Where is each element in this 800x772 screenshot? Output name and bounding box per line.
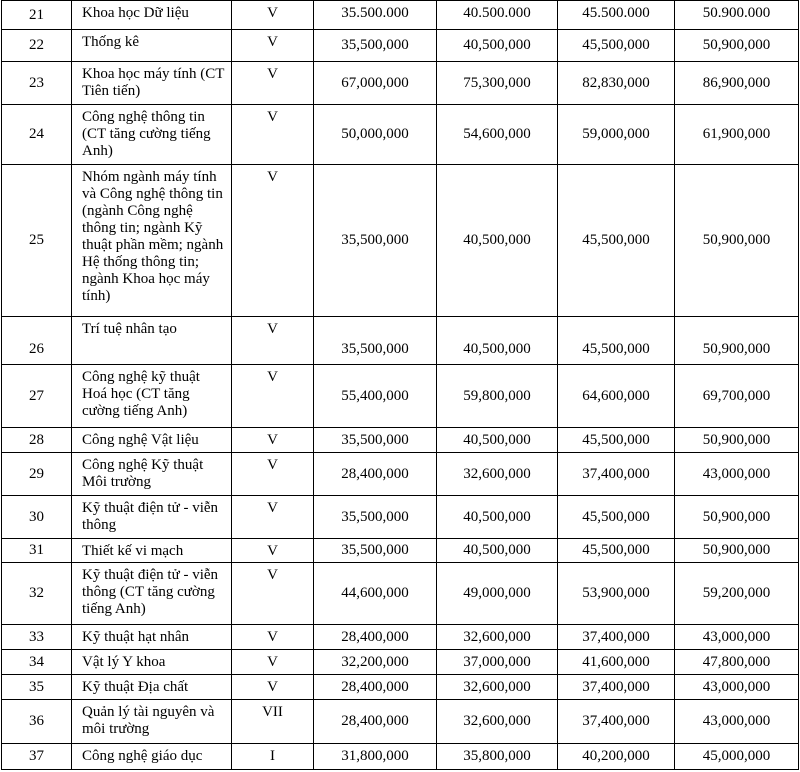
table-row (2, 625, 799, 650)
program-group: V (232, 105, 314, 165)
fee-year-3: 53,900,000 (558, 563, 675, 625)
fee-year-3: 45,500,000 (558, 496, 675, 539)
table-row (2, 165, 799, 317)
fee-year-1: 35,500,000 (314, 30, 437, 62)
program-group: V (232, 30, 314, 62)
fee-year-2: 40,500,000 (437, 30, 558, 62)
fee-year-1: 32,200,000 (314, 650, 437, 675)
program-name: Kỹ thuật hạt nhân (72, 625, 232, 650)
fee-year-3: 41,600,000 (558, 650, 675, 675)
fee-year-4: 45,000,000 (675, 744, 799, 770)
table-row (2, 62, 799, 105)
fee-year-2: 54,600,000 (437, 105, 558, 165)
fee-year-2: 40,500,000 (437, 539, 558, 563)
fee-year-1: 55,400,000 (314, 365, 437, 428)
fee-year-1: 28,400,000 (314, 675, 437, 700)
table-row (2, 365, 799, 428)
table-row (2, 675, 799, 700)
fee-year-4: 43,000,000 (675, 700, 799, 744)
fee-year-1: 35.500.000 (314, 1, 437, 30)
fee-year-3: 40,200,000 (558, 744, 675, 770)
fee-year-2: 32,600,000 (437, 453, 558, 496)
program-name: Kỹ thuật Địa chất (72, 675, 232, 700)
program-group: V (232, 1, 314, 30)
fee-year-1: 50,000,000 (314, 105, 437, 165)
fee-year-2: 37,000,000 (437, 650, 558, 675)
table-row (2, 453, 799, 496)
program-group: V (232, 675, 314, 700)
fee-year-2: 32,600,000 (437, 700, 558, 744)
table-row (2, 496, 799, 539)
row-number: 30 (2, 496, 72, 539)
program-name: Công nghệ thông tin (CT tăng cường tiếng Anh) (72, 105, 232, 165)
fee-year-1: 35,500,000 (314, 539, 437, 563)
row-number: 35 (2, 675, 72, 700)
row-number: 27 (2, 365, 72, 428)
row-number: 29 (2, 453, 72, 496)
table-row (2, 650, 799, 675)
table-row (2, 744, 799, 770)
fee-year-1: 35,500,000 (314, 317, 437, 365)
row-number: 24 (2, 105, 72, 165)
table-row (2, 105, 799, 165)
fee-year-3: 37,400,000 (558, 453, 675, 496)
program-name: Nhóm ngành máy tính và Công nghệ thông tin (ngành Công nghệ thông tin; ngành Kỹ thuật phần mềm; ngành Hệ thống thông tin; ngành Khoa học máy tính) (72, 165, 232, 317)
program-name: Kỹ thuật điện tử - viễn thông (72, 496, 232, 539)
program-name: Thống kê (72, 30, 232, 62)
fee-year-4: 43,000,000 (675, 453, 799, 496)
fee-year-4: 50,900,000 (675, 496, 799, 539)
fee-year-4: 50,900,000 (675, 539, 799, 563)
fee-year-3: 37,400,000 (558, 625, 675, 650)
fee-year-4: 50,900,000 (675, 317, 799, 365)
program-group: VII (232, 700, 314, 744)
fee-year-4: 50.900.000 (675, 1, 799, 30)
row-number: 26 (2, 317, 72, 365)
program-group: I (232, 744, 314, 770)
row-number: 33 (2, 625, 72, 650)
fee-year-1: 28,400,000 (314, 625, 437, 650)
table-row (2, 317, 799, 365)
fee-year-3: 45,500,000 (558, 165, 675, 317)
program-name: Công nghệ Kỹ thuật Môi trường (72, 453, 232, 496)
fee-year-1: 35,500,000 (314, 165, 437, 317)
row-number: 34 (2, 650, 72, 675)
program-name: Công nghệ kỹ thuật Hoá học (CT tăng cường tiếng Anh) (72, 365, 232, 428)
row-number: 28 (2, 428, 72, 453)
fee-year-3: 45,500,000 (558, 30, 675, 62)
row-number: 23 (2, 62, 72, 105)
fee-year-2: 49,000,000 (437, 563, 558, 625)
fee-year-4: 43,000,000 (675, 625, 799, 650)
table-row (2, 700, 799, 744)
program-name: Thiết kế vi mạch (72, 539, 232, 563)
program-group: V (232, 650, 314, 675)
table-row (2, 428, 799, 453)
fee-year-2: 40,500,000 (437, 428, 558, 453)
fee-year-2: 40,500,000 (437, 165, 558, 317)
fee-year-2: 40,500,000 (437, 317, 558, 365)
program-group: V (232, 428, 314, 453)
fee-year-1: 35,500,000 (314, 428, 437, 453)
fee-year-1: 44,600,000 (314, 563, 437, 625)
fee-year-1: 28,400,000 (314, 700, 437, 744)
row-number: 31 (2, 539, 72, 563)
row-number: 36 (2, 700, 72, 744)
fee-year-2: 40.500.000 (437, 1, 558, 30)
fee-year-1: 31,800,000 (314, 744, 437, 770)
fee-year-2: 32,600,000 (437, 675, 558, 700)
table-row (2, 1, 799, 30)
fee-year-3: 45,500,000 (558, 539, 675, 563)
fee-year-4: 47,800,000 (675, 650, 799, 675)
fee-year-1: 35,500,000 (314, 496, 437, 539)
program-name: Vật lý Y khoa (72, 650, 232, 675)
fee-year-4: 50,900,000 (675, 428, 799, 453)
fee-year-4: 50,900,000 (675, 30, 799, 62)
fee-year-3: 45.500.000 (558, 1, 675, 30)
fee-year-3: 82,830,000 (558, 62, 675, 105)
fee-year-3: 37,400,000 (558, 675, 675, 700)
program-name: Khoa học Dữ liệu (72, 1, 232, 30)
row-number: 22 (2, 30, 72, 62)
fee-year-3: 64,600,000 (558, 365, 675, 428)
program-name: Quản lý tài nguyên và môi trường (72, 700, 232, 744)
program-group: V (232, 625, 314, 650)
fee-year-3: 45,500,000 (558, 317, 675, 365)
program-group: V (232, 539, 314, 563)
program-group: V (232, 165, 314, 317)
fee-year-1: 28,400,000 (314, 453, 437, 496)
fee-year-4: 86,900,000 (675, 62, 799, 105)
program-group: V (232, 563, 314, 625)
program-group: V (232, 317, 314, 365)
fee-year-2: 59,800,000 (437, 365, 558, 428)
row-number: 37 (2, 744, 72, 770)
fee-year-3: 45,500,000 (558, 428, 675, 453)
program-group: V (232, 453, 314, 496)
program-name: Công nghệ giáo dục (72, 744, 232, 770)
program-name: Khoa học máy tính (CT Tiên tiến) (72, 62, 232, 105)
fee-year-3: 59,000,000 (558, 105, 675, 165)
program-name: Công nghệ Vật liệu (72, 428, 232, 453)
row-number: 21 (2, 1, 72, 30)
row-number: 32 (2, 563, 72, 625)
fee-year-1: 67,000,000 (314, 62, 437, 105)
fee-year-2: 35,800,000 (437, 744, 558, 770)
fee-year-2: 40,500,000 (437, 496, 558, 539)
program-group: V (232, 365, 314, 428)
row-number: 25 (2, 165, 72, 317)
table-row (2, 30, 799, 62)
program-group: V (232, 62, 314, 105)
table-row (2, 563, 799, 625)
fee-year-2: 32,600,000 (437, 625, 558, 650)
tuition-table (1, 0, 799, 770)
program-group: V (232, 496, 314, 539)
program-name: Trí tuệ nhân tạo (72, 317, 232, 365)
fee-year-4: 59,200,000 (675, 563, 799, 625)
fee-year-4: 50,900,000 (675, 165, 799, 317)
fee-year-4: 61,900,000 (675, 105, 799, 165)
fee-year-2: 75,300,000 (437, 62, 558, 105)
fee-year-3: 37,400,000 (558, 700, 675, 744)
fee-year-4: 69,700,000 (675, 365, 799, 428)
fee-year-4: 43,000,000 (675, 675, 799, 700)
program-name: Kỹ thuật điện tử - viễn thông (CT tăng cường tiếng Anh) (72, 563, 232, 625)
table-row (2, 539, 799, 563)
